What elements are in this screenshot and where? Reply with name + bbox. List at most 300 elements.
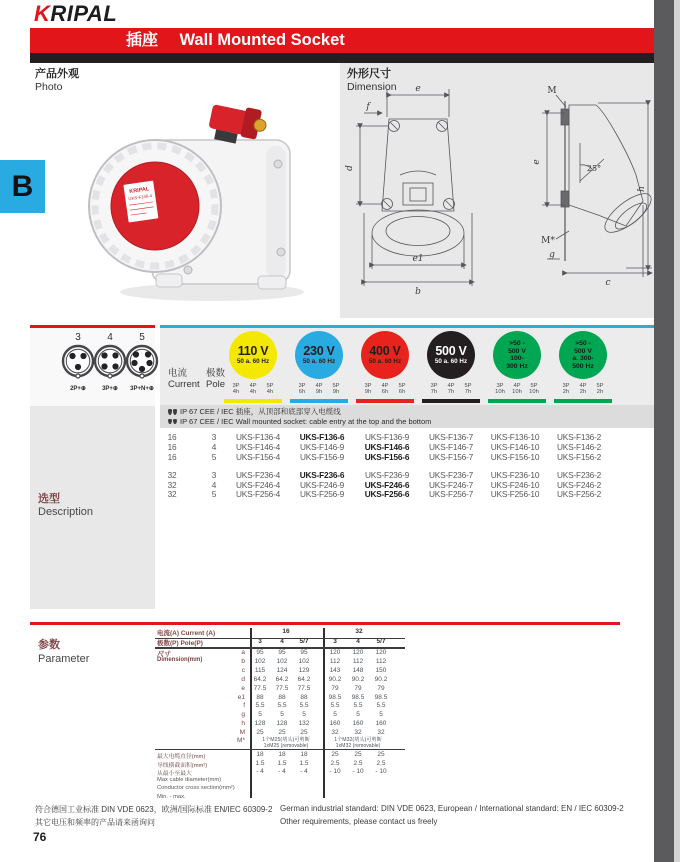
dim-label-d: d — [345, 165, 355, 171]
param-cable-row — [155, 794, 405, 803]
param-mstar-value — [323, 737, 393, 749]
param-dim-key: M* — [237, 737, 245, 744]
param-value: 112 — [375, 657, 387, 665]
part-number: UKS-F246-4 — [235, 480, 281, 490]
param-cable-label: Min. - max. — [157, 793, 186, 800]
param-mstar-zh: 1个M25(堵头)可剪断 — [262, 737, 310, 743]
param-value: 148 — [352, 666, 364, 674]
pole-hour-label — [360, 383, 376, 395]
part-number: UKS-F256-2 — [556, 489, 602, 499]
param-dim-row — [155, 658, 405, 667]
footer-standard-en: German industrial standard: DIN VDE 0623, European / International standard: EN / IEC 60309-2 — [280, 804, 624, 813]
pin-count-label: 4 — [107, 332, 113, 343]
param-current-row — [155, 628, 405, 637]
voltage-underline — [554, 399, 612, 403]
part-number: UKS-F156-4 — [235, 452, 281, 462]
param-value: 77.5 — [297, 684, 311, 692]
pole-code: 5P — [398, 383, 406, 389]
voltage-underline — [224, 399, 282, 403]
param-value: - 4 — [300, 768, 308, 775]
part-pole: 4 — [211, 442, 217, 452]
pole-hour-label — [443, 383, 459, 395]
param-cable-label: 导线横截面积(mm²) — [157, 762, 208, 769]
hour-code: 7h — [464, 389, 472, 396]
param-pole-label: 极数(P) Pole(P) — [157, 640, 203, 647]
description-panel — [30, 406, 155, 609]
param-value: 128 — [276, 720, 288, 728]
voltage-badge — [295, 331, 343, 379]
voltage-panel — [160, 325, 654, 406]
part-pole: 3 — [211, 470, 217, 480]
param-value: 5.5 — [299, 702, 309, 710]
part-number: UKS-F236-2 — [556, 470, 602, 480]
param-value: 150 — [375, 666, 387, 674]
page-title-banner — [30, 28, 654, 53]
water-drop-icon — [173, 409, 177, 415]
param-dim-row — [155, 702, 405, 711]
pin-diagram — [93, 332, 127, 393]
water-drop-icon — [173, 419, 177, 425]
series-note-zh-text: IP 67 CEE / IEC 插座，从顶部和底部穿入电缆线 — [180, 407, 341, 416]
param-pole-value: 5/7 — [376, 638, 386, 645]
param-dim-row — [155, 676, 405, 685]
param-value: 98.5 — [328, 693, 342, 701]
pole-hour-label — [294, 383, 310, 395]
param-value: - 10 — [329, 768, 341, 775]
pole-code: 4P — [579, 383, 587, 389]
voltage-badge-line: 50 a. 60 Hz — [302, 358, 336, 365]
part-number: UKS-F246-2 — [556, 480, 602, 490]
part-number: UKS-F146-9 — [299, 442, 345, 452]
dim-label-c: c — [605, 278, 611, 288]
series-note-zh — [168, 407, 654, 417]
pin-face-icon — [125, 343, 159, 380]
part-pole: 4 — [211, 480, 217, 490]
part-number: UKS-F256-7 — [428, 489, 474, 499]
part-number: UKS-F236-6 — [299, 470, 345, 480]
part-row — [160, 489, 654, 499]
param-value: 79 — [377, 684, 385, 692]
voltage-badge-line: 500 V — [435, 344, 467, 358]
param-value: 77.5 — [275, 684, 289, 692]
pole-hour-label — [377, 383, 393, 395]
hour-code: 6h — [298, 389, 306, 396]
pole-code: 5P — [464, 383, 472, 389]
footer-standard-zh: 符合德国工业标准 DIN VDE 0623，欧洲/国际标准 EN/IEC 60309-2 — [35, 805, 273, 814]
param-dim-row — [155, 720, 405, 729]
part-pole: 5 — [211, 489, 217, 499]
voltage-badge-line: 400 V — [369, 344, 401, 358]
page-edge-shadow — [654, 0, 674, 862]
part-number: UKS-F236-9 — [364, 470, 410, 480]
pole-hour-label — [262, 383, 278, 395]
param-value: 102 — [254, 657, 266, 665]
param-value: 160 — [375, 720, 387, 728]
param-cable-label: Max cable diameter(mm) — [157, 776, 222, 783]
photo-section-label — [35, 68, 79, 94]
param-value: 5.5 — [277, 702, 287, 710]
param-value: 120 — [352, 649, 364, 656]
voltage-underline — [356, 399, 414, 403]
param-value: 2.5 — [376, 759, 386, 767]
param-value: 18 — [300, 751, 308, 758]
param-dim-row — [155, 711, 405, 720]
param-value: 5 — [333, 711, 337, 719]
param-value: 5.5 — [255, 702, 265, 710]
part-number: UKS-F146-7 — [428, 442, 474, 452]
param-value: 5 — [356, 711, 360, 719]
param-dim-row — [155, 667, 405, 676]
param-dim-row — [155, 685, 405, 694]
hour-code: 10h — [512, 389, 522, 396]
param-value: 143 — [329, 666, 341, 674]
product-label — [123, 181, 158, 223]
hour-code: 4h — [266, 389, 274, 396]
param-value: 88 — [300, 693, 308, 701]
part-row — [160, 432, 654, 442]
series-note-en-text: IP 67 CEE / IEC Wall mounted socket: cable entry at the top and the bottom — [180, 416, 432, 426]
param-value: 2.5 — [330, 759, 340, 767]
current-header-zh: 电流 — [168, 368, 188, 379]
voltage-badge-line: 300 Hz — [506, 362, 528, 370]
param-value: 25 — [377, 751, 385, 758]
param-value: 128 — [254, 720, 266, 728]
param-value: 5 — [280, 711, 284, 719]
photo-label-en: Photo — [35, 81, 63, 93]
part-number: UKS-F146-4 — [235, 442, 281, 452]
param-dim-key: d — [241, 675, 245, 683]
part-pole: 3 — [211, 432, 217, 442]
param-current-value: 32 — [355, 628, 363, 635]
pin-count-label: 3 — [75, 332, 81, 343]
part-row — [160, 442, 654, 452]
series-note — [160, 405, 654, 428]
part-number: UKS-F256-9 — [299, 489, 345, 499]
banner-title-zh: 插座 — [126, 32, 159, 49]
param-value: 102 — [298, 657, 310, 665]
part-number: UKS-F136-6 — [299, 432, 345, 442]
hour-code: 4h — [232, 389, 240, 396]
banner-underline — [30, 53, 654, 63]
param-value: 5.5 — [353, 702, 363, 710]
voltage-badge-line: 500 Hz — [572, 362, 594, 370]
pole-code: 3P — [364, 383, 372, 389]
param-value: 120 — [329, 649, 341, 656]
dim-label-e-front: e — [415, 84, 421, 94]
param-value: 95 — [300, 649, 308, 656]
pole-code: 3P — [562, 383, 570, 389]
hour-code: 2h — [579, 389, 587, 396]
param-value: 32 — [331, 729, 339, 737]
param-value: 32 — [377, 729, 385, 737]
param-value: 1.5 — [277, 759, 287, 767]
pole-code: 5P — [332, 383, 340, 389]
voltage-badge-line: 100- — [510, 355, 524, 362]
param-pole-value: 4 — [356, 638, 360, 645]
part-current: 16 — [167, 432, 177, 442]
param-value: 79 — [331, 684, 339, 692]
part-current: 16 — [167, 442, 177, 452]
param-value: 112 — [329, 657, 341, 665]
part-number: UKS-F136-2 — [556, 432, 602, 442]
param-value: 115 — [254, 666, 266, 674]
photo-label-zh: 产品外观 — [35, 68, 79, 80]
param-value: 32 — [354, 729, 362, 737]
section-tab-b: B — [0, 160, 45, 213]
param-value: 18 — [278, 751, 286, 758]
param-value: 64.2 — [297, 675, 311, 683]
pole-hour-label — [245, 383, 261, 395]
param-value: 112 — [352, 657, 364, 665]
pin-diagrams — [30, 325, 155, 406]
param-value: 90.2 — [351, 675, 365, 683]
pole-code: 4P — [447, 383, 455, 389]
param-value: 95 — [256, 649, 264, 656]
pin-diagram — [61, 332, 95, 393]
hour-code: 2h — [562, 389, 570, 396]
dim-label-M: M — [547, 86, 557, 96]
pole-code: 4P — [381, 383, 389, 389]
pole-code: 5P — [596, 383, 604, 389]
part-number: UKS-F136-7 — [428, 432, 474, 442]
param-value: 124 — [276, 666, 288, 674]
pole-code: 3P — [232, 383, 240, 389]
param-value: 88 — [278, 693, 286, 701]
param-value: 77.5 — [253, 684, 267, 692]
param-cable-label: 从最小至最大 — [157, 771, 192, 777]
voltage-badge — [559, 331, 607, 379]
dim-label-e-side: e — [532, 159, 542, 165]
logo-rest: RIPAL — [50, 1, 118, 26]
param-value: - 4 — [256, 768, 264, 775]
series-note-en — [168, 417, 654, 427]
param-pole-value: 4 — [280, 638, 284, 645]
pole-hour-label — [460, 383, 476, 395]
part-number: UKS-F156-6 — [364, 452, 410, 462]
pole-hour-label — [228, 383, 244, 395]
part-number: UKS-F246-10 — [490, 480, 540, 490]
param-cable-label: Conductor cross section(mm²) — [157, 785, 235, 791]
param-value: 95 — [278, 649, 286, 656]
voltage-underline — [488, 399, 546, 403]
hour-code: 7h — [447, 389, 455, 396]
part-row — [160, 452, 654, 462]
voltage-badge — [493, 331, 541, 379]
voltage-badge-line: 230 V — [303, 344, 335, 358]
pole-hour-label — [328, 383, 344, 395]
pole-hour-label — [509, 383, 525, 395]
water-drop-icon — [168, 419, 172, 425]
param-value: 25 — [278, 729, 286, 737]
hour-code: 10h — [529, 389, 539, 396]
pin-face-icon — [61, 343, 95, 380]
voltage-badge-line: 110 V — [237, 344, 269, 358]
param-value: 160 — [352, 720, 364, 728]
pole-code: 3P — [430, 383, 438, 389]
pin-caption: 3P+⊕ — [102, 386, 118, 392]
dim-label-b: b — [415, 287, 421, 297]
param-value: 88 — [256, 693, 264, 701]
part-number: UKS-F246-7 — [428, 480, 474, 490]
product-label-model: UKS-F146-4 — [128, 192, 153, 202]
part-number: UKS-F156-2 — [556, 452, 602, 462]
dim-label-h: h — [637, 186, 647, 192]
param-value: 98.5 — [374, 693, 388, 701]
param-value: 132 — [298, 720, 310, 728]
param-cable-label: 最大电缆直径(mm) — [157, 754, 206, 760]
pole-code: 4P — [315, 383, 323, 389]
param-value: 5 — [258, 711, 262, 719]
param-value: 64.2 — [275, 675, 289, 683]
hour-code: 4h — [249, 389, 257, 396]
part-number: UKS-F146-6 — [364, 442, 410, 452]
part-pole: 5 — [211, 452, 217, 462]
pole-code: 4P — [249, 383, 257, 389]
dimension-label-zh: 外形尺寸 — [347, 68, 391, 80]
part-number: UKS-F136-9 — [364, 432, 410, 442]
part-number: UKS-F136-10 — [490, 432, 540, 442]
pole-header-en: Pole — [206, 379, 226, 390]
voltage-badge-line: 500 V — [574, 347, 592, 355]
param-value: 18 — [256, 751, 264, 758]
param-dim-key: b — [241, 657, 245, 665]
product-photo — [60, 92, 310, 310]
pole-hour-label — [526, 383, 542, 395]
pin-diagram — [125, 332, 159, 393]
dim-label-g: g — [549, 250, 555, 260]
param-value: 90.2 — [374, 675, 388, 683]
hour-code: 2h — [596, 389, 604, 396]
voltage-underline — [422, 399, 480, 403]
page-edge — [674, 0, 680, 862]
pole-code: 3P — [496, 383, 504, 389]
part-number: UKS-F256-10 — [490, 489, 540, 499]
param-value: 5 — [379, 711, 383, 719]
water-drop-icon — [168, 409, 172, 415]
pole-hour-label — [394, 383, 410, 395]
part-number: UKS-F156-7 — [428, 452, 474, 462]
dim-label-mstar: M* — [541, 236, 555, 246]
dim-label-f: f — [366, 102, 370, 112]
footer-contact-zh: 其它电压和频率的产品请来函询问 — [35, 818, 155, 827]
param-mstar-zh: 1个M32(堵头)可剪断 — [334, 737, 382, 743]
param-pole-row — [155, 638, 405, 647]
hour-code: 6h — [381, 389, 389, 396]
brand-logo — [34, 1, 117, 27]
pole-hour-label — [558, 383, 574, 395]
part-number: UKS-F146-10 — [490, 442, 540, 452]
hour-code: 9h — [332, 389, 340, 396]
param-dim-key: M — [239, 729, 245, 737]
param-mstar-row — [155, 737, 405, 749]
voltage-underline — [290, 399, 348, 403]
pole-header-zh: 极数 — [206, 368, 226, 379]
param-dim-label-en: Dimension(mm) — [157, 657, 203, 663]
part-current: 32 — [167, 489, 177, 499]
part-number: UKS-F156-10 — [490, 452, 540, 462]
param-value: 98.5 — [351, 693, 365, 701]
pole-code: 5P — [266, 383, 274, 389]
current-header-en: Current — [168, 379, 200, 390]
voltage-badge-line: 50 a. 60 Hz — [368, 358, 402, 365]
param-value: 5.5 — [376, 702, 386, 710]
voltage-badge-line: 50 a. 60 Hz — [236, 358, 270, 365]
param-value: 1.5 — [255, 759, 265, 767]
param-pole-value: 3 — [258, 638, 262, 645]
part-number: UKS-F236-10 — [490, 470, 540, 480]
pole-hour-label — [311, 383, 327, 395]
voltage-badge — [361, 331, 409, 379]
part-number: UKS-F256-4 — [235, 489, 281, 499]
part-number: UKS-F146-2 — [556, 442, 602, 452]
param-value: - 4 — [278, 768, 286, 775]
param-mstar-value — [251, 737, 321, 749]
description-label-zh: 选型 — [38, 493, 60, 505]
param-value: - 10 — [375, 768, 387, 775]
param-table — [155, 625, 405, 800]
voltage-badge-line: a. 300- — [572, 355, 594, 362]
param-value: 120 — [375, 649, 387, 656]
part-number: UKS-F246-9 — [299, 480, 345, 490]
hour-code: 6h — [398, 389, 406, 396]
page-number: 76 — [33, 830, 47, 844]
description-label-en: Description — [38, 506, 94, 518]
pole-hour-label — [492, 383, 508, 395]
param-dim-key: c — [241, 666, 245, 674]
pole-code: 3P — [298, 383, 306, 389]
logo-k: K — [34, 1, 51, 26]
param-value: 160 — [329, 720, 341, 728]
param-dim-label-zh: 尺寸 — [157, 651, 170, 658]
part-number: UKS-F256-6 — [364, 489, 410, 499]
param-dim-key: e1 — [237, 693, 245, 701]
param-value: 102 — [276, 657, 288, 665]
voltage-badge — [229, 331, 277, 379]
param-mstar-en: 1xM32 (removable) — [335, 743, 381, 749]
part-number: UKS-F156-9 — [299, 452, 345, 462]
part-table — [160, 430, 654, 515]
param-value: 1.5 — [299, 759, 309, 767]
pole-hour-label — [592, 383, 608, 395]
voltage-badge-line: >50 - — [509, 340, 525, 347]
param-dim-key: g — [241, 711, 245, 719]
part-row — [160, 470, 654, 480]
part-number: UKS-F236-7 — [428, 470, 474, 480]
param-value: 25 — [300, 729, 308, 737]
hour-code: 9h — [315, 389, 323, 396]
voltage-badge-line: >50 - — [575, 340, 591, 347]
param-dim-key: f — [243, 702, 245, 710]
hour-code: 10h — [495, 389, 505, 396]
pin-count-label: 5 — [139, 332, 145, 343]
param-value: 25 — [331, 751, 339, 758]
part-number: UKS-F236-4 — [235, 470, 281, 480]
part-current: 16 — [167, 452, 177, 462]
param-dim-key: a — [241, 649, 245, 656]
voltage-badge — [427, 331, 475, 379]
param-value: 2.5 — [353, 759, 363, 767]
param-dim-key: h — [241, 720, 245, 728]
param-value: 129 — [298, 666, 310, 674]
param-current-value: 16 — [282, 628, 290, 635]
footer-contact-en: Other requirements, please contact us freely — [280, 817, 438, 826]
pole-code: 4P — [513, 383, 521, 389]
product-label-brand: KRIPAL — [129, 186, 150, 196]
param-dim-row — [155, 694, 405, 703]
pin-caption: 3P+N+⊕ — [130, 386, 154, 392]
param-pole-value: 3 — [333, 638, 337, 645]
param-value: 90.2 — [328, 675, 342, 683]
